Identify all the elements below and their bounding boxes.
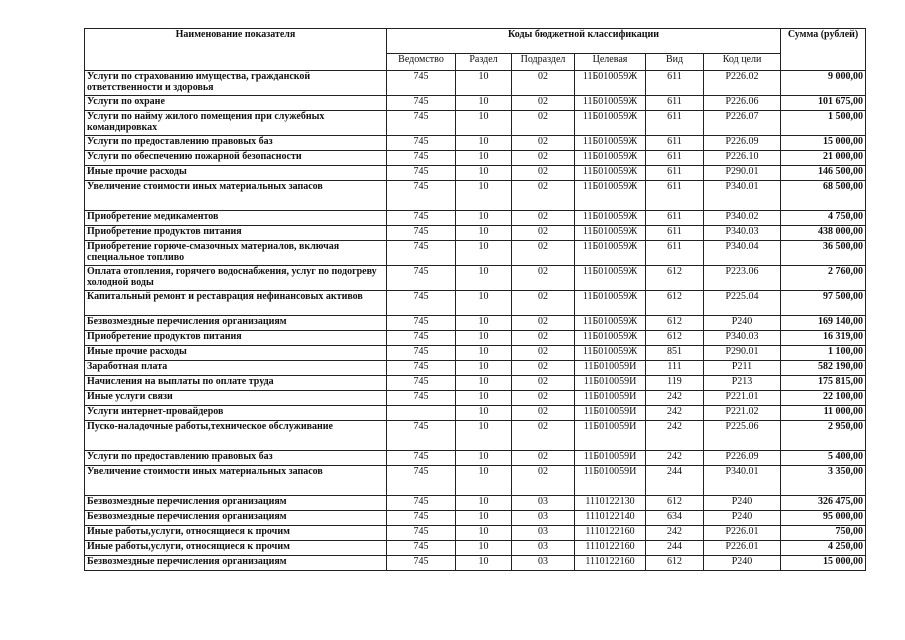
row-name: Увеличение стоимости иных материальных запасов (85, 466, 387, 496)
row-target: 11Б010059И (575, 421, 646, 451)
row-kind: 612 (646, 556, 704, 571)
row-section: 10 (456, 556, 512, 571)
row-name: Приобретение горюче-смазочных материалов, включая специальное топливо (85, 241, 387, 266)
row-kind: 634 (646, 511, 704, 526)
budget-table (84, 28, 866, 571)
row-dept: 745 (387, 291, 456, 316)
row-kind: 611 (646, 71, 704, 96)
table-row (85, 346, 866, 361)
row-section: 10 (456, 421, 512, 451)
row-target: 11Б010059Ж (575, 166, 646, 181)
row-sum: 101 675,00 (781, 96, 866, 111)
table-row (85, 511, 866, 526)
row-kind: 612 (646, 291, 704, 316)
table-row (85, 406, 866, 421)
row-dept: 745 (387, 241, 456, 266)
row-sum: 582 190,00 (781, 361, 866, 376)
row-section: 10 (456, 541, 512, 556)
row-dept: 745 (387, 376, 456, 391)
row-section: 10 (456, 291, 512, 316)
row-sum: 4 750,00 (781, 211, 866, 226)
row-target: 1110122130 (575, 496, 646, 511)
row-name: Увеличение стоимости иных материальных запасов (85, 181, 387, 211)
row-dept: 745 (387, 331, 456, 346)
row-target: 11Б010059И (575, 391, 646, 406)
row-kind: 244 (646, 541, 704, 556)
row-goal-code: Р340.03 (704, 226, 781, 241)
row-goal-code: Р240 (704, 511, 781, 526)
table-row (85, 331, 866, 346)
row-name: Услуги по страхованию имущества, гражданской ответственности и здоровья (85, 71, 387, 96)
row-name: Приобретение медикаментов (85, 211, 387, 226)
table-row (85, 316, 866, 331)
row-goal-code: Р226.09 (704, 451, 781, 466)
table-row (85, 136, 866, 151)
row-goal-code: Р240 (704, 316, 781, 331)
table-row (85, 151, 866, 166)
table-row (85, 361, 866, 376)
row-name: Безвозмездные перечисления организациям (85, 496, 387, 511)
row-section: 10 (456, 346, 512, 361)
row-goal-code: Р221.02 (704, 406, 781, 421)
header-name: Наименование показателя (85, 29, 387, 71)
header-subsection: Подраздел (512, 54, 575, 71)
row-subsection: 02 (512, 136, 575, 151)
row-name: Иные прочие расходы (85, 166, 387, 181)
row-subsection: 02 (512, 421, 575, 451)
row-subsection: 02 (512, 111, 575, 136)
row-kind: 612 (646, 316, 704, 331)
row-kind: 242 (646, 406, 704, 421)
row-sum: 175 815,00 (781, 376, 866, 391)
row-sum: 146 500,00 (781, 166, 866, 181)
table-row (85, 391, 866, 406)
row-subsection: 03 (512, 556, 575, 571)
row-subsection: 03 (512, 541, 575, 556)
row-kind: 111 (646, 361, 704, 376)
row-target: 11Б010059Ж (575, 266, 646, 291)
row-subsection: 02 (512, 331, 575, 346)
row-kind: 611 (646, 211, 704, 226)
row-dept: 745 (387, 211, 456, 226)
row-kind: 612 (646, 496, 704, 511)
row-name: Услуги по предоставлению правовых баз (85, 136, 387, 151)
table-row (85, 556, 866, 571)
row-kind: 611 (646, 226, 704, 241)
row-name: Капитальный ремонт и реставрация нефинансовых активов (85, 291, 387, 316)
row-sum: 3 350,00 (781, 466, 866, 496)
row-kind: 611 (646, 151, 704, 166)
row-subsection: 03 (512, 526, 575, 541)
row-sum: 95 000,00 (781, 511, 866, 526)
row-goal-code: Р240 (704, 496, 781, 511)
row-goal-code: Р226.06 (704, 96, 781, 111)
table-row (85, 96, 866, 111)
row-section: 10 (456, 151, 512, 166)
row-section: 10 (456, 526, 512, 541)
table-row (85, 376, 866, 391)
row-goal-code: Р340.03 (704, 331, 781, 346)
header-target: Целевая (575, 54, 646, 71)
table-row (85, 541, 866, 556)
row-goal-code: Р213 (704, 376, 781, 391)
row-sum: 21 000,00 (781, 151, 866, 166)
row-kind: 611 (646, 96, 704, 111)
row-section: 10 (456, 391, 512, 406)
header-goal-code: Код цели (704, 54, 781, 71)
row-subsection: 02 (512, 96, 575, 111)
table-row (85, 226, 866, 241)
row-kind: 612 (646, 266, 704, 291)
row-dept: 745 (387, 111, 456, 136)
row-sum: 15 000,00 (781, 556, 866, 571)
row-kind: 242 (646, 451, 704, 466)
row-subsection: 02 (512, 391, 575, 406)
row-section: 10 (456, 466, 512, 496)
table-row (85, 466, 866, 496)
row-target: 11Б010059Ж (575, 226, 646, 241)
row-sum: 169 140,00 (781, 316, 866, 331)
row-target: 11Б010059И (575, 361, 646, 376)
row-kind: 612 (646, 331, 704, 346)
row-goal-code: Р211 (704, 361, 781, 376)
row-dept: 745 (387, 451, 456, 466)
row-dept: 745 (387, 511, 456, 526)
row-target: 11Б010059Ж (575, 136, 646, 151)
row-dept: 745 (387, 316, 456, 331)
row-sum: 68 500,00 (781, 181, 866, 211)
row-section: 10 (456, 406, 512, 421)
row-goal-code: Р223.06 (704, 266, 781, 291)
row-target: 1110122160 (575, 541, 646, 556)
row-section: 10 (456, 111, 512, 136)
header-codes: Коды бюджетной классификации (387, 29, 781, 54)
row-target: 11Б010059Ж (575, 111, 646, 136)
row-kind: 611 (646, 111, 704, 136)
row-section: 10 (456, 136, 512, 151)
row-name: Оплата отопления, горячего водоснабжения, услуг по подогреву холодной воды (85, 266, 387, 291)
row-sum: 5 400,00 (781, 451, 866, 466)
table-row (85, 496, 866, 511)
row-subsection: 02 (512, 451, 575, 466)
row-target: 11Б010059И (575, 451, 646, 466)
row-sum: 2 760,00 (781, 266, 866, 291)
row-name: Безвозмездные перечисления организациям (85, 556, 387, 571)
row-dept: 745 (387, 391, 456, 406)
row-target: 11Б010059Ж (575, 331, 646, 346)
row-target: 11Б010059Ж (575, 241, 646, 266)
table-row (85, 166, 866, 181)
row-sum: 15 000,00 (781, 136, 866, 151)
table-row (85, 421, 866, 451)
row-target: 11Б010059Ж (575, 71, 646, 96)
row-goal-code: Р340.02 (704, 211, 781, 226)
row-dept: 745 (387, 166, 456, 181)
row-sum: 2 950,00 (781, 421, 866, 451)
row-sum: 16 319,00 (781, 331, 866, 346)
row-subsection: 02 (512, 151, 575, 166)
row-goal-code: Р340.01 (704, 466, 781, 496)
row-sum: 22 100,00 (781, 391, 866, 406)
row-section: 10 (456, 376, 512, 391)
row-section: 10 (456, 316, 512, 331)
row-sum: 438 000,00 (781, 226, 866, 241)
row-sum: 326 475,00 (781, 496, 866, 511)
row-dept: 745 (387, 181, 456, 211)
row-name: Безвозмездные перечисления организациям (85, 316, 387, 331)
table-row (85, 451, 866, 466)
row-section: 10 (456, 166, 512, 181)
row-goal-code: Р226.07 (704, 111, 781, 136)
row-name: Услуги по охране (85, 96, 387, 111)
table-row (85, 266, 866, 291)
row-target: 1110122160 (575, 526, 646, 541)
row-target: 11Б010059И (575, 406, 646, 421)
row-section: 10 (456, 331, 512, 346)
table-row (85, 181, 866, 211)
row-name: Услуги по предоставлению правовых баз (85, 451, 387, 466)
row-name: Заработная плата (85, 361, 387, 376)
row-target: 11Б010059Ж (575, 96, 646, 111)
row-target: 11Б010059Ж (575, 181, 646, 211)
row-section: 10 (456, 496, 512, 511)
row-name: Иные прочие расходы (85, 346, 387, 361)
row-goal-code: Р226.09 (704, 136, 781, 151)
table-row (85, 71, 866, 96)
row-name: Приобретение продуктов питания (85, 331, 387, 346)
row-goal-code: Р226.01 (704, 541, 781, 556)
row-section: 10 (456, 361, 512, 376)
row-subsection: 02 (512, 291, 575, 316)
row-sum: 9 000,00 (781, 71, 866, 96)
row-goal-code: Р340.04 (704, 241, 781, 266)
row-sum: 36 500,00 (781, 241, 866, 266)
row-section: 10 (456, 96, 512, 111)
row-subsection: 02 (512, 466, 575, 496)
row-name: Безвозмездные перечисления организациям (85, 511, 387, 526)
row-goal-code: Р225.04 (704, 291, 781, 316)
row-kind: 242 (646, 526, 704, 541)
row-dept: 745 (387, 466, 456, 496)
row-dept (387, 406, 456, 421)
row-goal-code: Р290.01 (704, 346, 781, 361)
row-dept: 745 (387, 526, 456, 541)
row-subsection: 02 (512, 166, 575, 181)
row-subsection: 02 (512, 376, 575, 391)
row-target: 1110122140 (575, 511, 646, 526)
row-kind: 119 (646, 376, 704, 391)
row-target: 1110122160 (575, 556, 646, 571)
row-subsection: 02 (512, 361, 575, 376)
row-kind: 611 (646, 241, 704, 266)
row-dept: 745 (387, 346, 456, 361)
row-target: 11Б010059Ж (575, 211, 646, 226)
row-subsection: 02 (512, 181, 575, 211)
table-row (85, 291, 866, 316)
row-subsection: 02 (512, 241, 575, 266)
row-goal-code: Р226.01 (704, 526, 781, 541)
row-section: 10 (456, 266, 512, 291)
row-goal-code: Р221.01 (704, 391, 781, 406)
row-name: Иные услуги связи (85, 391, 387, 406)
row-dept: 745 (387, 136, 456, 151)
row-name: Начисления на выплаты по оплате труда (85, 376, 387, 391)
row-sum: 4 250,00 (781, 541, 866, 556)
row-goal-code: Р240 (704, 556, 781, 571)
row-target: 11Б010059И (575, 376, 646, 391)
row-target: 11Б010059Ж (575, 291, 646, 316)
header-sum: Сумма (рублей) (781, 29, 866, 71)
row-section: 10 (456, 451, 512, 466)
row-subsection: 03 (512, 511, 575, 526)
row-section: 10 (456, 71, 512, 96)
row-dept: 745 (387, 496, 456, 511)
row-sum: 11 000,00 (781, 406, 866, 421)
row-subsection: 03 (512, 496, 575, 511)
row-name: Услуги по обеспечению пожарной безопасности (85, 151, 387, 166)
row-goal-code: Р226.02 (704, 71, 781, 96)
row-section: 10 (456, 511, 512, 526)
row-name: Услуги интернет-провайдеров (85, 406, 387, 421)
row-subsection: 02 (512, 346, 575, 361)
row-target: 11Б010059Ж (575, 316, 646, 331)
row-subsection: 02 (512, 266, 575, 291)
header-section: Раздел (456, 54, 512, 71)
row-section: 10 (456, 226, 512, 241)
row-target: 11Б010059И (575, 466, 646, 496)
row-target: 11Б010059Ж (575, 346, 646, 361)
row-sum: 750,00 (781, 526, 866, 541)
row-section: 10 (456, 181, 512, 211)
row-dept: 745 (387, 361, 456, 376)
row-kind: 242 (646, 391, 704, 406)
row-dept: 745 (387, 541, 456, 556)
row-dept: 745 (387, 151, 456, 166)
row-kind: 244 (646, 466, 704, 496)
row-dept: 745 (387, 556, 456, 571)
table-row (85, 111, 866, 136)
row-target: 11Б010059Ж (575, 151, 646, 166)
row-name: Пуско-наладочные работы,техническое обслуживание (85, 421, 387, 451)
row-section: 10 (456, 211, 512, 226)
row-sum: 97 500,00 (781, 291, 866, 316)
row-kind: 242 (646, 421, 704, 451)
row-subsection: 02 (512, 211, 575, 226)
row-dept: 745 (387, 421, 456, 451)
row-goal-code: Р340.01 (704, 181, 781, 211)
row-sum: 1 500,00 (781, 111, 866, 136)
row-kind: 611 (646, 166, 704, 181)
row-subsection: 02 (512, 71, 575, 96)
row-kind: 611 (646, 181, 704, 211)
table-row (85, 526, 866, 541)
row-dept: 745 (387, 71, 456, 96)
row-kind: 611 (646, 136, 704, 151)
row-name: Иные работы,услуги, относящиеся к прочим (85, 526, 387, 541)
row-dept: 745 (387, 226, 456, 241)
table-row (85, 241, 866, 266)
row-name: Иные работы,услуги, относящиеся к прочим (85, 541, 387, 556)
row-goal-code: Р290.01 (704, 166, 781, 181)
row-subsection: 02 (512, 226, 575, 241)
row-kind: 851 (646, 346, 704, 361)
header-kind: Вид (646, 54, 704, 71)
header-dept: Ведомство (387, 54, 456, 71)
row-dept: 745 (387, 266, 456, 291)
row-subsection: 02 (512, 316, 575, 331)
row-subsection: 02 (512, 406, 575, 421)
row-goal-code: Р225.06 (704, 421, 781, 451)
row-dept: 745 (387, 96, 456, 111)
row-name: Приобретение продуктов питания (85, 226, 387, 241)
row-goal-code: Р226.10 (704, 151, 781, 166)
row-section: 10 (456, 241, 512, 266)
table-row (85, 211, 866, 226)
row-sum: 1 100,00 (781, 346, 866, 361)
row-name: Услуги по найму жилого помещения при служебных командировках (85, 111, 387, 136)
